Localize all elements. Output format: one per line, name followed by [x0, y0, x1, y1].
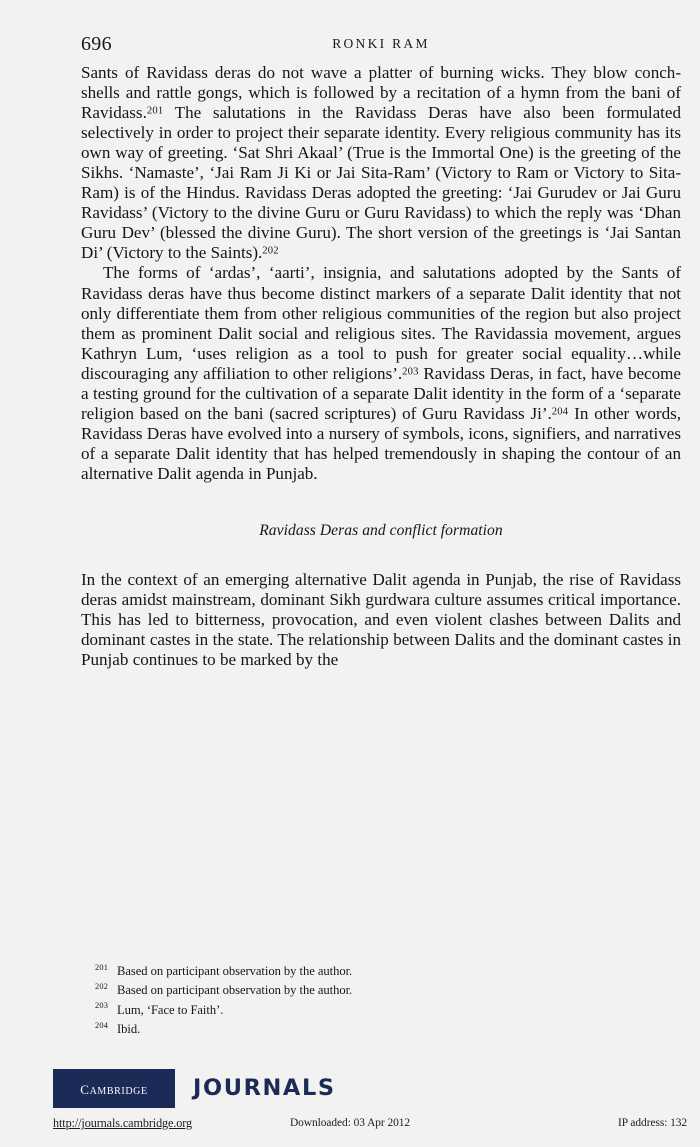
page-footer: [0, 1116, 700, 1136]
running-head-author: RONKI RAM: [332, 36, 430, 51]
body-paragraph: In the context of an emerging alternative Dalit agenda in Punjab, the rise of Ravidass deras amidst mainstream, dominant Sikh gurdwara culture assumes critical importance. This has led to bitterness, provocation, and even violent clashes between Dalits and dominant castes in the state. The relationship between Dalits and the dominant castes in Punjab continues to be marked by the: [81, 569, 681, 670]
ip-address: IP address: 132: [618, 1117, 688, 1129]
footnote-reference[interactable]: 201: [146, 105, 164, 117]
body-paragraph: The forms of ‘ardas’, ‘aarti’, insignia, and salutations adopted by the Sants of Ravidass deras have thus become distinct markers of a separate Dalit identity that not only differentiate them from other religious communities of the region but also project them as prominent Dalit social and religious sites. The Ravidassia movement, argues Kathryn Lum, ‘uses religion as a tool to push for greater social equality…while discouraging any affiliation to other religions’.$^{203}$ Ravidass Deras, in fact, have become a testing ground for the cultivation of a separate Dalit identity in the form of a ‘separate religion based on the bani (sacred scriptures) of Guru Ravidass Ji’.$^{204}$ In other words, Ravidass Deras have evolved into a nursery of symbols, icons, signifiers, and narratives of a separate Dalit identity that has helped tremendously in shaping the contour of an alternative Dalit agenda in Punjab.: [81, 263, 682, 483]
footnote-text: Based on participant observation by the author.: [117, 983, 353, 998]
footnote-reference[interactable]: 203: [402, 366, 419, 378]
body-paragraph: Sants of Ravidass deras do not wave a platter of burning wicks. They blow conch-shells and rattle gongs, which is followed by a recitation of a hymn from the bani of Ravidass.$^{201}$ The salutations in the Ravidass Deras have also been formulated selectively in order to project their separate identity. Every religious community has its own way of greeting. ‘Sat Shri Akaal’ (True is the Immortal One) is the greeting of the Sikhs. ‘Namaste’, ‘Jai Ram Ji Ki or Jai Sita-Ram’ (Victory to Ram or Victory to Sita-Ram) is of the Hindus. Ravidass Deras adopted the greeting: ‘Jai Gurudev or Jai Guru Ravidass’ (Victory to the divine Guru or Guru Ravidass) to which the reply was ‘Dhan Guru Dev’ (blessed the divine Guru). The short version of the greetings is ‘Jai Santan Di’ (Victory to the Saints).$^{202}$: [81, 63, 681, 263]
downloaded-date: Downloaded: 03 Apr 2012: [290, 1117, 411, 1129]
paragraph-group-after-heading: [81, 570, 681, 670]
footnote-text: Based on participant observation by the author.: [117, 964, 353, 978]
cambridge-wordmark: cambridge: [80, 1078, 148, 1099]
footnote-text: Lum, ‘Face to Faith’.: [117, 1002, 224, 1017]
footnote-item: 204 Ibid.: [95, 1020, 141, 1036]
running-head: [81, 33, 681, 57]
cambridge-logo-box: [53, 1069, 175, 1108]
page-number: 696: [81, 33, 112, 55]
footnote-item: 201 Based on participant observation by the author.: [95, 962, 353, 978]
heading-space-above: [81, 484, 681, 522]
footnote-reference[interactable]: 202: [262, 245, 279, 257]
footnote-item: 203 Lum, ‘Face to Faith’.: [95, 1001, 224, 1017]
heading-space-below: [81, 540, 681, 570]
footnote-item: 202 Based on participant observation by the author.: [95, 982, 353, 998]
cambridge-journals-logo: [53, 1069, 336, 1108]
section-heading: Ravidass Deras and conflict formation: [259, 521, 503, 539]
footnote-reference[interactable]: 204: [551, 406, 569, 418]
journals-wordmark: JOURNALS: [193, 1075, 336, 1102]
body-text-column: [81, 63, 681, 670]
paragraph-group-before-heading: [81, 63, 681, 484]
journals-url-link[interactable]: http://journals.cambridge.org: [53, 1116, 193, 1130]
footnote-list: [95, 962, 675, 1039]
footnote-text: Ibid.: [117, 1021, 141, 1036]
